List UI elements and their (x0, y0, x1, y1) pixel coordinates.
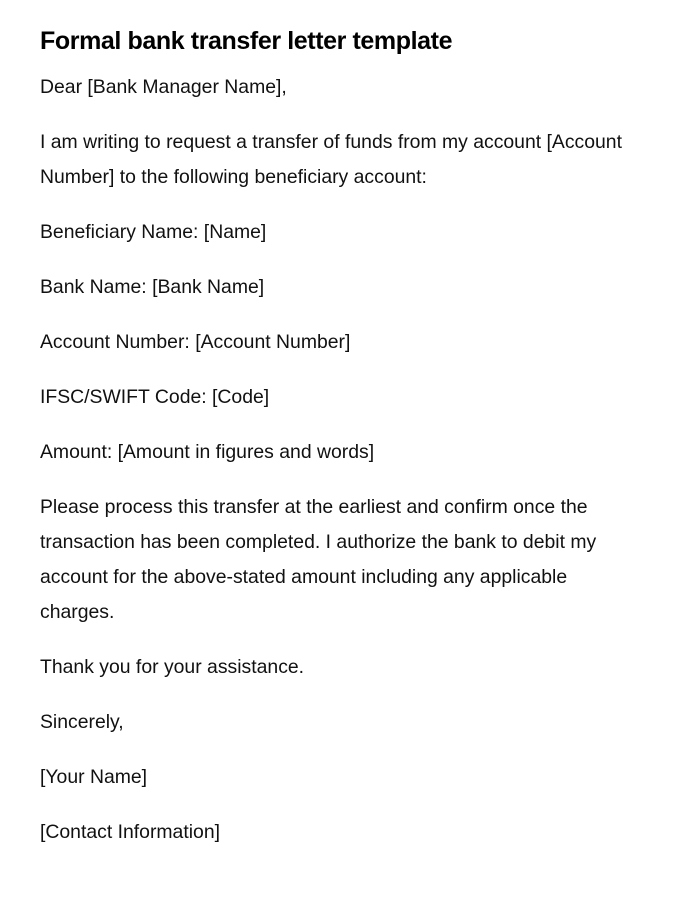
request-paragraph: Please process this transfer at the earliest and confirm once the transaction has been completed. I authorize the bank to debit my account for the above-stated amount including any applicable charges. (40, 496, 597, 623)
amount-line: Amount: [Amount in figures and words] (40, 441, 375, 463)
swift-code-line: IFSC/SWIFT Code: [Code] (40, 386, 270, 408)
thanks-line: Thank you for your assistance. (40, 656, 305, 678)
closing-line: Sincerely, (40, 711, 124, 733)
contact-information: [Contact Information] (40, 821, 220, 843)
account-number-line: Account Number: [Account Number] (40, 331, 351, 353)
salutation: Dear [Bank Manager Name], (40, 76, 287, 98)
intro-paragraph: I am writing to request a transfer of funds from my account [Account Number] to the following beneficiary account: (40, 131, 622, 188)
beneficiary-name-line: Beneficiary Name: [Name] (40, 221, 267, 243)
letter-document (40, 24, 640, 850)
bank-name-line: Bank Name: [Bank Name] (40, 276, 265, 298)
signature-name: [Your Name] (40, 766, 148, 788)
document-title: Formal bank transfer letter template (40, 27, 453, 55)
